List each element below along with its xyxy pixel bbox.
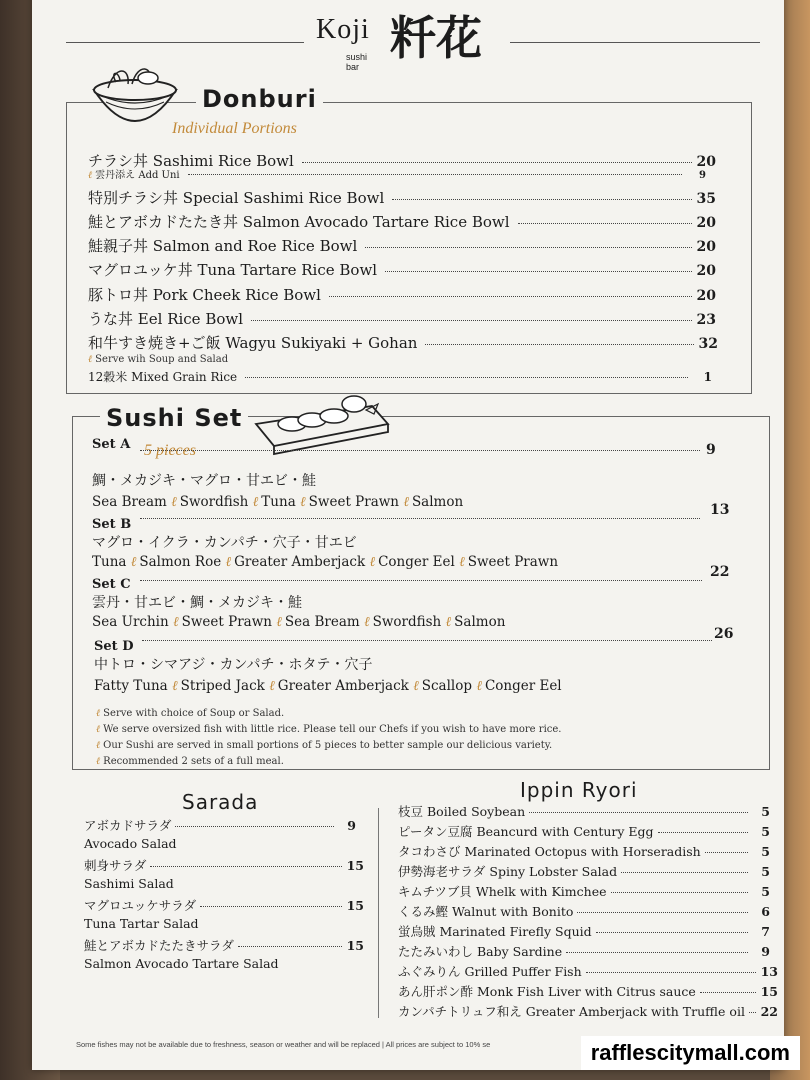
item-jp: 和牛すき焼き+ご飯 [88,334,221,352]
item-en: Eel Rice Bowl [137,310,244,328]
item-price: 7 [761,924,770,939]
leader-dots [140,580,702,581]
item-price: 5 [761,804,770,819]
brand-logo [316,11,482,72]
item-price: 20 [696,215,716,231]
item-name [398,802,525,820]
set-jp: 中トロ・シマアジ・カンパチ・ホタテ・穴子 [94,657,373,673]
menu-item [84,896,364,914]
item-en: Avocado Salad [84,836,177,851]
set-jp: 鯛・メカジキ・マグロ・甘エビ・鮭 [92,473,316,489]
menu-item [398,842,770,860]
watermark: rafflescitymall.com [581,1036,800,1070]
note-text: Recommended 2 sets of a full meal. [103,756,284,767]
fish-name: Sea Urchin [92,614,169,630]
leader-dots [200,906,342,907]
brand-subtitle: sushi bar [346,52,368,72]
item-en: Mixed Grain Rice [131,370,238,384]
item-name [398,822,654,840]
note-text: Serve with choice of Soup or Salad. [103,708,285,719]
fish-name: Swordfish [372,614,442,630]
item-jp: 伊勢海老サラダ [398,864,486,879]
item-jp: キムチツブ貝 [398,884,472,899]
item-jp: 豚トロ丼 [88,286,149,304]
fish-name: Greater Amberjack [234,554,366,570]
set-label: Set C [92,577,131,592]
item-price: 9 [347,818,356,833]
menu-item [88,187,716,208]
item-name [398,862,617,880]
fish-name: Sweet Prawn [467,554,559,570]
leaf-icon: ℓ [172,614,179,630]
item-jp: ピータン豆腐 [398,824,473,839]
set-en [92,554,558,570]
set-en [92,614,505,630]
menu-item [398,1002,778,1020]
leader-dots [700,992,756,993]
header-rule-left [66,42,304,43]
leader-dots [621,872,748,873]
item-price: 5 [761,844,770,859]
item-en: Walnut with Bonito [452,904,574,919]
item-price: 15 [760,984,778,999]
item-en: Pork Cheek Rice Bowl [152,286,321,304]
leaf-icon: ℓ [130,554,137,570]
menu-item [398,802,770,820]
donburi-subtitle: Individual Portions [172,120,297,137]
leader-dots [365,247,692,248]
item-price: 13 [760,964,778,979]
menu-item [88,259,716,280]
menu-page [32,0,784,1070]
sushi-note [96,740,552,751]
sushi-set-subtitle: 5 pieces [144,442,196,459]
item-price: 20 [696,288,716,304]
item-en: Sashimi Salad [84,876,174,891]
donburi-title: Donburi [196,85,323,113]
sushi-board-illustration [252,384,392,460]
set-label: Set D [94,639,134,654]
fish-name: Tuna [261,494,296,510]
leader-dots [302,162,692,163]
item-jp: くるみ鰹 [398,904,449,919]
item-name [398,882,607,900]
menu-item [88,308,716,329]
fish-name: Swordfish [179,494,249,510]
item-name [398,982,696,1000]
leader-dots [140,518,700,519]
item-price: 9 [699,170,706,181]
leader-dots [658,832,748,833]
item-name [398,962,582,980]
item-en: 雲丹添え Add Uni [95,170,180,181]
item-jp: 鮭とアボカドたたきサラダ [84,938,234,953]
leader-dots [142,640,712,641]
fish-name: Salmon [454,614,506,630]
menu-item [398,822,770,840]
fish-name: Salmon Roe [139,554,222,570]
fish-name: Sea Bream [92,494,167,510]
ippin-title: Ippin Ryori [520,778,638,802]
menu-item [88,211,716,232]
item-en: Grilled Puffer Fish [464,964,582,979]
leader-dots [705,852,748,853]
leader-dots [251,320,692,321]
item-en: Boiled Soybean [427,804,526,819]
fish-name: Tuna [92,554,127,570]
leaf-icon: ℓ [252,494,259,510]
item-jp: 枝豆 [398,804,424,819]
leaf-icon: ℓ [445,614,452,630]
menu-item [398,942,770,960]
note-text: Our Sushi are served in small portions of 5 pieces to better sample our delicious variety. [103,740,553,751]
item-name [398,842,701,860]
item-price: 22 [760,1004,778,1019]
leader-dots [392,199,692,200]
set-price: 9 [706,442,716,458]
item-price: 15 [346,938,364,953]
menu-item [88,332,718,353]
item-price: 1 [703,370,712,384]
item-jp: 鮭親子丼 [88,237,149,255]
fish-name: Fatty Tuna [94,678,168,694]
leaf-icon: ℓ [96,724,101,735]
item-name [398,1002,745,1020]
leaf-icon: ℓ [96,740,101,751]
leader-dots [577,912,748,913]
menu-item [398,902,770,920]
item-jp: 特別チラシ丼 [88,189,179,207]
item-price: 5 [761,824,770,839]
item-en: Spiny Lobster Salad [489,864,618,879]
leaf-icon: ℓ [276,614,282,630]
item-jp: マグロユッケ丼 [88,261,193,279]
menu-item [398,862,770,880]
item-price: 35 [696,191,716,207]
item-jp: 鮭とアボカドたたき丼 [88,213,239,231]
note-text: Serve wih Soup and Salad [95,354,229,365]
set-price: 22 [710,564,730,580]
item-en: Tuna Tartare Rice Bowl [197,261,378,279]
brand-kanji: 粁花 [390,11,482,65]
column-divider [378,808,379,1018]
fish-name: Sweet Prawn [181,614,272,630]
leader-dots [749,1012,756,1013]
item-price: 32 [698,336,718,352]
sushi-set-title: Sushi Set [100,404,248,432]
item-price: 20 [696,239,716,255]
menu-item [88,368,712,385]
leaf-icon: ℓ [269,678,275,694]
item-en: Beancurd with Century Egg [476,824,654,839]
bowl-illustration [88,60,182,140]
set-jp: 雲丹・甘エビ・鯛・メカジキ・鮭 [92,595,302,611]
set-en [94,678,562,694]
leader-dots [566,952,748,953]
leader-dots [329,296,692,297]
leaf-icon: ℓ [476,678,482,694]
leaf-icon: ℓ [413,678,419,694]
leaf-icon: ℓ [225,554,232,570]
set-jp: マグロ・イクラ・カンパチ・穴子・甘エビ [92,535,357,551]
item-name [398,922,592,940]
leader-dots [611,892,749,893]
item-en: Salmon Avocado Tartare Salad [84,956,279,971]
fish-name: Sea Bream [284,614,360,630]
menu-item [84,856,364,874]
fish-name: Sweet Prawn [308,494,400,510]
leader-dots [385,271,692,272]
menu-item [84,816,356,834]
leaf-icon: ℓ [369,554,376,570]
leaf-icon: ℓ [403,494,409,510]
item-jp: 12穀米 [88,370,128,384]
item-price: 5 [761,884,770,899]
item-en: Special Sashimi Rice Bowl [182,189,385,207]
leaf-icon: ℓ [171,494,177,510]
sushi-note [96,756,284,767]
set-label: Set B [92,517,132,532]
fish-name: Conger Eel [378,554,455,570]
item-en: Salmon Avocado Tartare Rice Bowl [242,213,510,231]
item-jp: あん肝ポン酢 [398,984,474,999]
menu-item [398,982,778,1000]
leaf-icon: ℓ [88,354,93,365]
set-price: 13 [710,502,730,518]
item-en: Wagyu Sukiyaki + Gohan [225,334,418,352]
item-jp: たたみいわし [398,944,474,959]
item-en: Marinated Octopus with Horseradish [464,844,701,859]
set-en [92,494,463,510]
leaf-icon: ℓ [363,614,370,630]
leader-dots [150,866,342,867]
set-price: 26 [714,626,734,642]
leaf-icon: ℓ [459,554,465,570]
leaf-icon: ℓ [172,678,178,694]
item-price: 15 [346,858,364,873]
item-jp: カンパチトリュフ和え [398,1004,522,1019]
item-en: Sashimi Rice Bowl [152,152,294,170]
leaf-icon: ℓ [300,494,306,510]
item-en: Baby Sardine [477,944,563,959]
item-price: 5 [761,864,770,879]
header-rule-right [510,42,760,43]
menu-item [398,962,778,980]
item-jp: ふぐみりん [398,964,461,979]
item-price: 20 [696,154,716,170]
item-price: 9 [761,944,770,959]
leader-dots [529,812,748,813]
leader-dots [238,946,342,947]
leader-dots [425,344,694,345]
sushi-note [96,708,284,719]
item-jp: 蛍烏賊 [398,924,436,939]
menu-item [398,882,770,900]
item-en: Marinated Firefly Squid [439,924,592,939]
menu-item [88,284,716,305]
menu-item [398,922,770,940]
item-jp: タコわさび [398,844,461,859]
item-en: Tuna Tartar Salad [84,916,199,931]
leader-dots [518,223,692,224]
leaf-icon: ℓ [96,756,101,767]
menu-item-note [88,166,706,181]
set-label: Set A [92,437,131,452]
item-price: 20 [696,263,716,279]
item-price: 15 [346,898,364,913]
leader-dots [175,826,334,827]
sarada-title: Sarada [182,790,259,814]
leaf-icon: ℓ [88,170,93,181]
item-price: 23 [696,312,716,328]
leader-dots [245,377,688,378]
fish-name: Greater Amberjack [277,678,409,694]
fish-name: Conger Eel [484,678,562,694]
item-en: Whelk with Kimchee [475,884,607,899]
leader-dots [140,450,700,451]
item-en: Monk Fish Liver with Citrus sauce [477,984,696,999]
brand-name: Koji [316,14,370,45]
item-jp: チラシ丼 [88,152,149,170]
fish-name: Striped Jack [180,678,265,694]
item-jp: 刺身サラダ [84,858,147,873]
menu-item [84,936,364,954]
item-jp: うな丼 [88,310,134,328]
leader-dots [188,174,682,175]
fish-name: Salmon [411,494,464,510]
leader-dots [596,932,748,933]
leader-dots [586,972,756,973]
item-name [398,942,562,960]
sushi-note [96,724,561,735]
leaf-icon: ℓ [96,708,101,719]
footer-note: Some fishes may not be available due to freshness, season or weather and will be replaced | All prices are subject to 10% se [76,1040,491,1049]
item-jp: アボカドサラダ [84,818,172,833]
wagyu-note [88,354,228,365]
item-jp: マグロユッケサラダ [84,898,197,913]
item-price: 6 [761,904,770,919]
item-en: Greater Amberjack with Truffle oil [525,1004,745,1019]
note-text: We serve oversized fish with little rice. Please tell our Chefs if you wish to have more rice. [103,724,562,735]
item-en: Salmon and Roe Rice Bowl [152,237,358,255]
fish-name: Scallop [421,678,473,694]
item-name [398,902,573,920]
menu-item [88,235,716,256]
